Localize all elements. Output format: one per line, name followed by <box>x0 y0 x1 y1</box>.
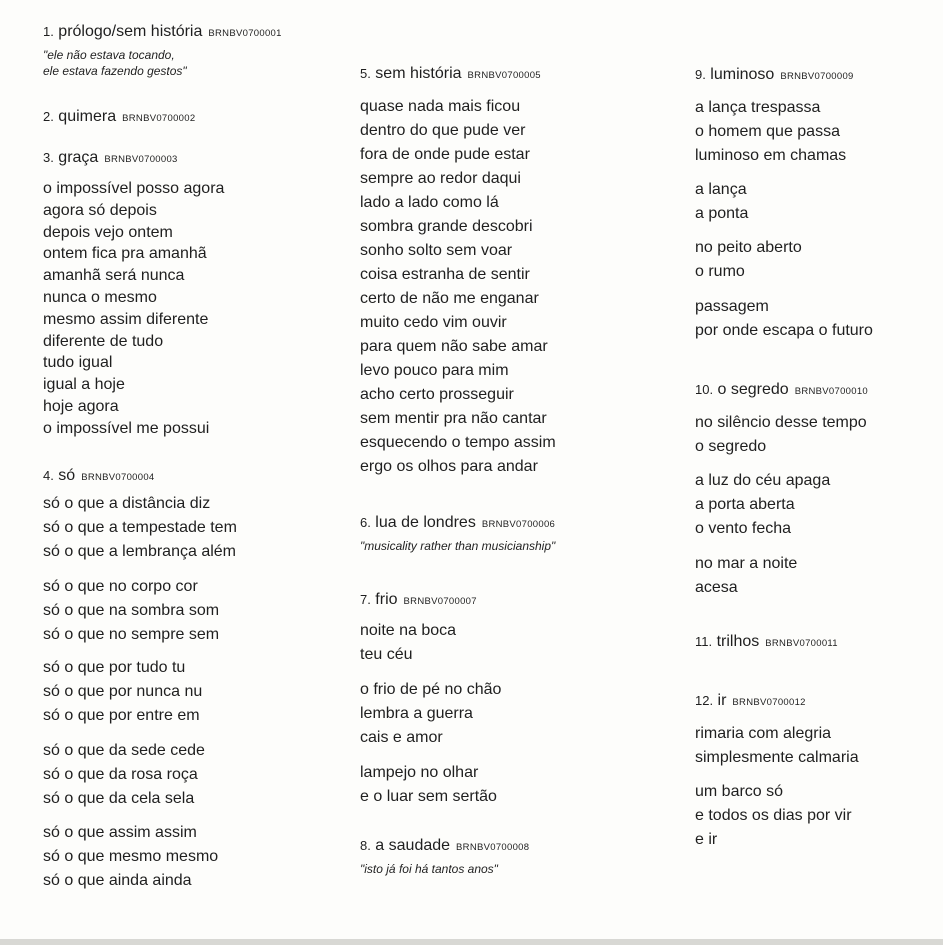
track-2 <box>43 107 195 128</box>
track-title: 6. lua de londres BRNBV0700006 <box>360 514 556 531</box>
lyric-line: por onde escapa o futuro <box>695 322 873 339</box>
lyric-line: a ponta <box>695 205 749 222</box>
lyric-line: rimaria com alegria <box>695 725 832 742</box>
track-9 <box>695 65 854 86</box>
lyric-line: certo de não me enganar <box>360 290 539 307</box>
lyric-line: um barco só <box>695 783 784 800</box>
lyrics-stanza <box>695 722 859 770</box>
lyric-line: só o que na sombra som <box>43 602 220 619</box>
lyric-line: ontem fica pra amanhã <box>43 245 207 263</box>
lyric-line: só o que a tempestade tem <box>43 519 237 536</box>
lyric-line: só o que a distância diz <box>43 495 211 512</box>
lyric-line: só o que a lembrança além <box>43 543 236 560</box>
track-12 <box>695 691 806 712</box>
lyrics-stanza <box>695 552 797 600</box>
lyric-line: o homem que passa <box>695 123 840 140</box>
lyric-line: simplesmente calmaria <box>695 749 859 766</box>
lyrics-stanza <box>43 656 202 728</box>
track-4 <box>43 466 155 487</box>
lyric-line: depois vejo ontem <box>43 223 173 241</box>
lyric-line: levo pouco para mim <box>360 362 509 379</box>
lyric-line: lado a lado como lá <box>360 194 499 211</box>
page-bottom-edge <box>0 939 943 945</box>
lyric-line: só o que por nunca nu <box>43 683 203 700</box>
lyric-line: só o que mesmo mesmo <box>43 848 219 865</box>
lyric-line: só o que no corpo cor <box>43 578 198 595</box>
lyric-line: passagem <box>695 298 769 315</box>
track-title: 3. graça BRNBV0700003 <box>43 149 178 166</box>
lyrics-stanza <box>43 178 224 440</box>
lyric-line: o vento fecha <box>695 520 792 537</box>
lyric-line: acesa <box>695 579 738 596</box>
lyric-line: muito cedo vim ouvir <box>360 314 507 331</box>
lyric-line: só o que da rosa roça <box>43 766 198 783</box>
lyric-line: só o que assim assim <box>43 824 197 841</box>
lyric-line: só o que por tudo tu <box>43 659 186 676</box>
lyrics-stanza <box>360 95 556 479</box>
lyrics-stanza <box>43 821 218 893</box>
lyric-line: no mar a noite <box>695 555 798 572</box>
track-3 <box>43 148 178 169</box>
track-title: 1. prólogo/sem história BRNBV0700001 <box>43 23 282 40</box>
lyric-line: só o que por entre em <box>43 707 200 724</box>
track-title: 5. sem história BRNBV0700005 <box>360 65 541 82</box>
lyric-line: acho certo prosseguir <box>360 386 514 403</box>
lyrics-stanza <box>43 575 219 647</box>
lyrics-stanza <box>360 619 456 667</box>
track-7 <box>360 590 477 611</box>
track-note: "musicality rather than musicianship" <box>360 539 556 553</box>
lyric-line: a porta aberta <box>695 496 795 513</box>
lyric-line: o impossível me possui <box>43 419 210 437</box>
track-8 <box>360 836 529 877</box>
track-5 <box>360 64 541 85</box>
lyric-line: e todos os dias por vir <box>695 807 852 824</box>
track-note: "ele não estava tocando, ele estava fazendo gestos" <box>43 48 187 78</box>
lyric-line: o rumo <box>695 263 745 280</box>
lyric-line: no peito aberto <box>695 239 802 256</box>
lyrics-stanza <box>695 780 852 852</box>
lyrics-stanza <box>695 96 846 168</box>
track-title: 4. só BRNBV0700004 <box>43 467 155 484</box>
lyric-line: cais e amor <box>360 729 443 746</box>
track-title: 12. ir BRNBV0700012 <box>695 692 806 709</box>
lyric-line: só o que da sede cede <box>43 742 205 759</box>
lyric-line: coisa estranha de sentir <box>360 266 530 283</box>
lyrics-stanza <box>695 178 748 226</box>
lyric-line: sonho solto sem voar <box>360 242 513 259</box>
lyrics-stanza <box>360 761 497 809</box>
lyric-line: quase nada mais ficou <box>360 98 521 115</box>
lyrics-stanza <box>360 678 501 750</box>
track-title: 9. luminoso BRNBV0700009 <box>695 66 854 83</box>
lyrics-stanza <box>695 411 867 459</box>
lyric-line: a lança <box>695 181 747 198</box>
lyric-line: para quem não sabe amar <box>360 338 548 355</box>
lyric-line: tudo igual <box>43 354 113 372</box>
track-title: 10. o segredo BRNBV0700010 <box>695 381 869 398</box>
lyric-line: lampejo no olhar <box>360 764 479 781</box>
track-title: 11. trilhos BRNBV0700011 <box>695 633 838 650</box>
lyric-line: luminoso em chamas <box>695 147 847 164</box>
lyric-line: diferente de tudo <box>43 332 164 350</box>
track-11 <box>695 632 838 653</box>
lyric-line: e o luar sem sertão <box>360 788 497 805</box>
lyric-line: noite na boca <box>360 622 457 639</box>
lyrics-stanza <box>695 236 802 284</box>
lyric-line: agora só depois <box>43 201 157 219</box>
lyric-line: no silêncio desse tempo <box>695 414 867 431</box>
lyric-line: amanhã será nunca <box>43 267 185 285</box>
track-title: 8. a saudade BRNBV0700008 <box>360 837 530 854</box>
lyric-line: o impossível posso agora <box>43 180 225 197</box>
track-note: "isto já foi há tantos anos" <box>360 862 498 876</box>
lyrics-stanza <box>695 295 873 343</box>
track-1 <box>43 22 282 79</box>
lyric-line: esquecendo o tempo assim <box>360 434 556 451</box>
lyric-line: só o que ainda ainda <box>43 872 192 889</box>
track-title: 2. quimera BRNBV0700002 <box>43 108 196 125</box>
lyrics-stanza <box>43 492 237 564</box>
lyric-line: ergo os olhos para andar <box>360 458 538 475</box>
lyric-line: o frio de pé no chão <box>360 681 502 698</box>
lyric-line: dentro do que pude ver <box>360 122 526 139</box>
lyric-line: só o que no sempre sem <box>43 626 220 643</box>
lyric-line: mesmo assim diferente <box>43 310 209 328</box>
track-6 <box>360 513 555 554</box>
lyrics-stanza <box>43 739 205 811</box>
lyric-line: o segredo <box>695 438 767 455</box>
track-10 <box>695 380 868 401</box>
lyric-line: a luz do céu apaga <box>695 472 831 489</box>
lyric-line: e ir <box>695 831 718 848</box>
lyric-line: sombra grande descobri <box>360 218 533 235</box>
track-title: 7. frio BRNBV0700007 <box>360 591 477 608</box>
lyric-line: teu céu <box>360 646 413 663</box>
lyric-line: fora de onde pude estar <box>360 146 530 163</box>
lyrics-stanza <box>695 469 830 541</box>
lyric-line: igual a hoje <box>43 376 125 394</box>
lyric-line: hoje agora <box>43 397 119 415</box>
lyric-line: sem mentir pra não cantar <box>360 410 547 427</box>
lyric-line: só o que da cela sela <box>43 790 195 807</box>
lyric-line: nunca o mesmo <box>43 288 157 306</box>
lyric-line: sempre ao redor daqui <box>360 170 521 187</box>
lyric-line: lembra a guerra <box>360 705 473 722</box>
lyric-line: a lança trespassa <box>695 99 821 116</box>
